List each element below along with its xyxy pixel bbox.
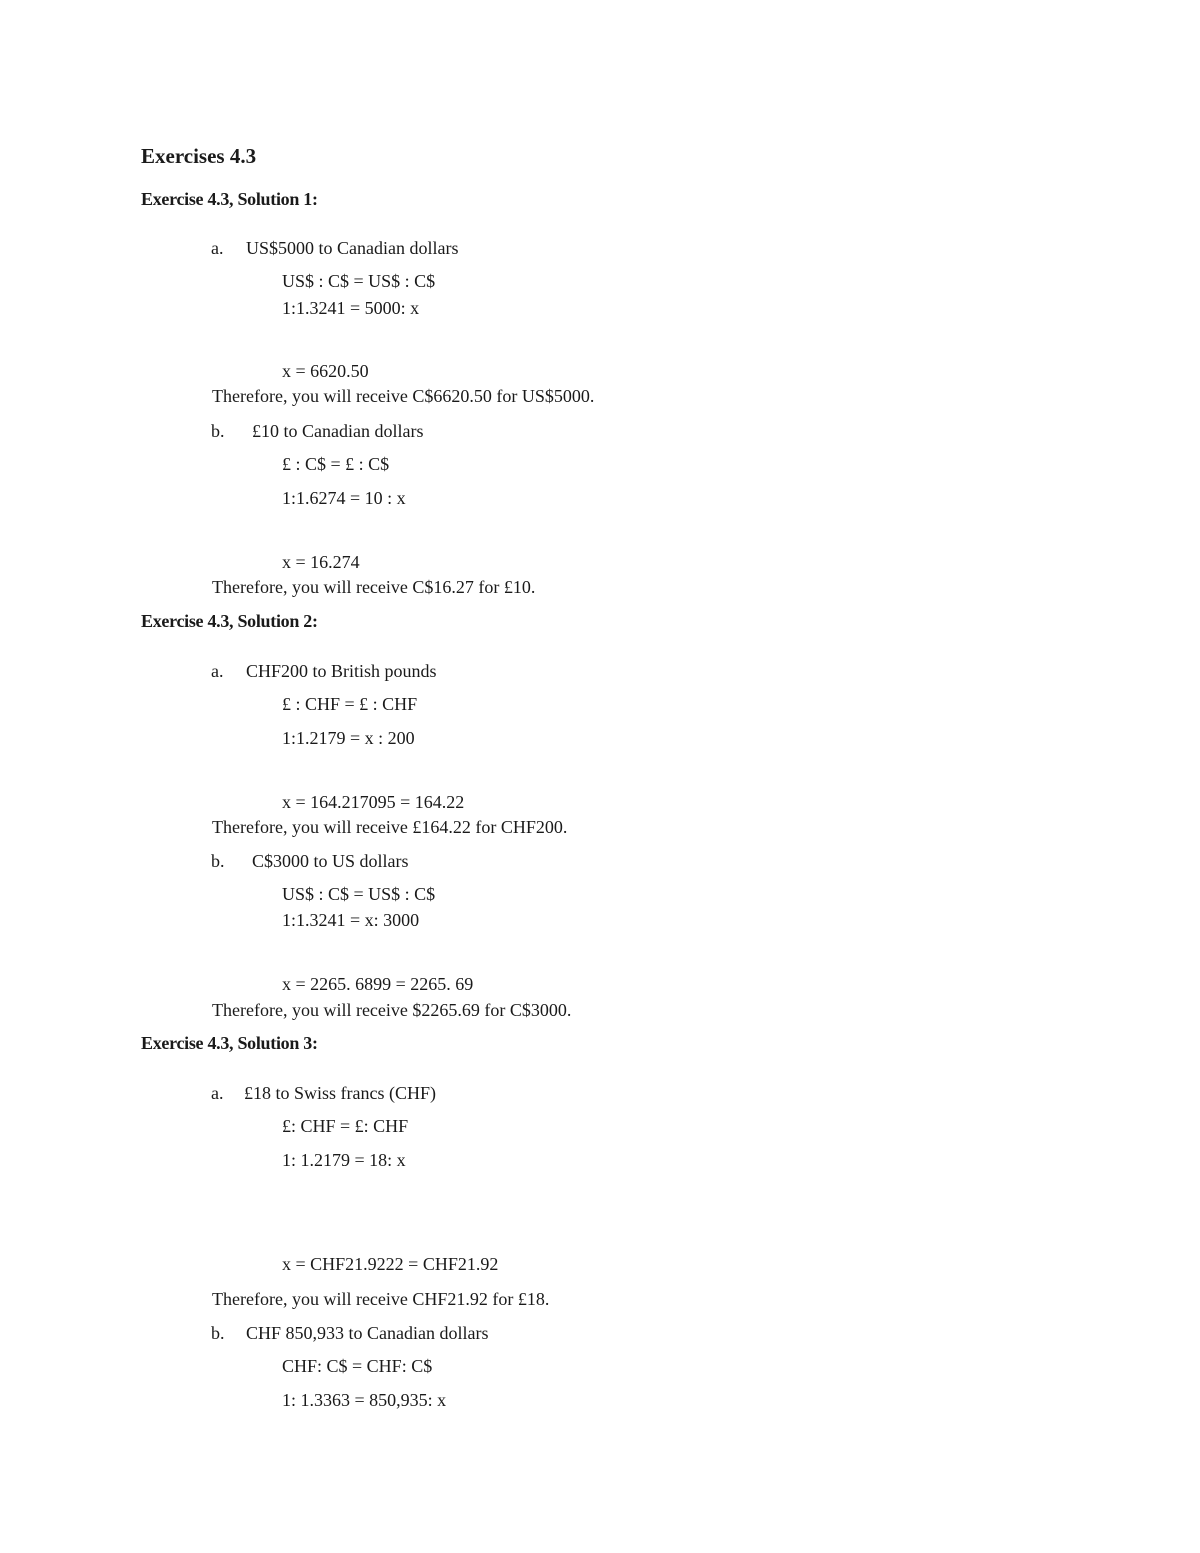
solution-3-part-b-step-2: 1: 1.3363 = 850,935: x	[282, 1390, 447, 1410]
solution-2-heading: Exercise 4.3, Solution 2:	[141, 611, 318, 631]
solution-1-part-b-step-2: 1:1.6274 = 10 : x	[282, 488, 406, 508]
solution-3-part-a-result: x = CHF21.9222 = CHF21.92	[282, 1254, 499, 1274]
solution-3-part-a-conclusion: Therefore, you will receive CHF21.92 for £18.	[212, 1289, 550, 1309]
solution-2-part-b-step-1: US$ : C$ = US$ : C$	[282, 884, 436, 904]
solution-2-part-a-step-2: 1:1.2179 = x : 200	[282, 728, 415, 748]
solution-3-part-b-step-1: CHF: C$ = CHF: C$	[282, 1356, 433, 1376]
solution-3-part-a-step-2: 1: 1.2179 = 18: x	[282, 1150, 406, 1170]
solution-1-part-b-conclusion: Therefore, you will receive C$16.27 for £10.	[212, 577, 536, 597]
solution-2-part-a-label: a.	[211, 661, 224, 681]
solution-1-part-a-step-1: US$ : C$ = US$ : C$	[282, 271, 436, 291]
solution-1-heading: Exercise 4.3, Solution 1:	[141, 189, 318, 209]
solution-1-part-a-result: x = 6620.50	[282, 361, 369, 381]
page-title: Exercises 4.3	[141, 144, 257, 168]
solution-2-part-a-question: CHF200 to British pounds	[246, 661, 437, 681]
solution-3-part-a-question: £18 to Swiss francs (CHF)	[244, 1083, 436, 1103]
solution-2-part-b-step-2: 1:1.3241 = x: 3000	[282, 910, 420, 930]
solution-1-part-b-label: b.	[211, 421, 225, 441]
solution-1-part-b-result: x = 16.274	[282, 552, 360, 572]
solution-3-part-b-question: CHF 850,933 to Canadian dollars	[246, 1323, 489, 1343]
solution-1-part-a-conclusion: Therefore, you will receive C$6620.50 for US$5000.	[212, 386, 595, 406]
solution-1-part-a-label: a.	[211, 238, 224, 258]
solution-2-part-a-conclusion: Therefore, you will receive £164.22 for CHF200.	[212, 817, 568, 837]
solution-2-part-b-result: x = 2265. 6899 = 2265. 69	[282, 974, 474, 994]
solution-2-part-b-conclusion: Therefore, you will receive $2265.69 for C$3000.	[212, 1000, 572, 1020]
solution-2-part-a-step-1: £ : CHF = £ : CHF	[282, 694, 418, 714]
solution-2-part-b-label: b.	[211, 851, 225, 871]
solution-3-part-a-label: a.	[211, 1083, 224, 1103]
solution-3-part-b-label: b.	[211, 1323, 225, 1343]
solution-1-part-b-step-1: £ : C$ = £ : C$	[282, 454, 390, 474]
solution-3-part-a-step-1: £: CHF = £: CHF	[282, 1116, 409, 1136]
solution-2-part-b-question: C$3000 to US dollars	[252, 851, 409, 871]
solution-1-part-a-step-2: 1:1.3241 = 5000: x	[282, 298, 420, 318]
solution-1-part-a-question: US$5000 to Canadian dollars	[246, 238, 459, 258]
solution-2-part-a-result: x = 164.217095 = 164.22	[282, 792, 465, 812]
solution-3-heading: Exercise 4.3, Solution 3:	[141, 1033, 318, 1053]
solution-1-part-b-question: £10 to Canadian dollars	[252, 421, 424, 441]
